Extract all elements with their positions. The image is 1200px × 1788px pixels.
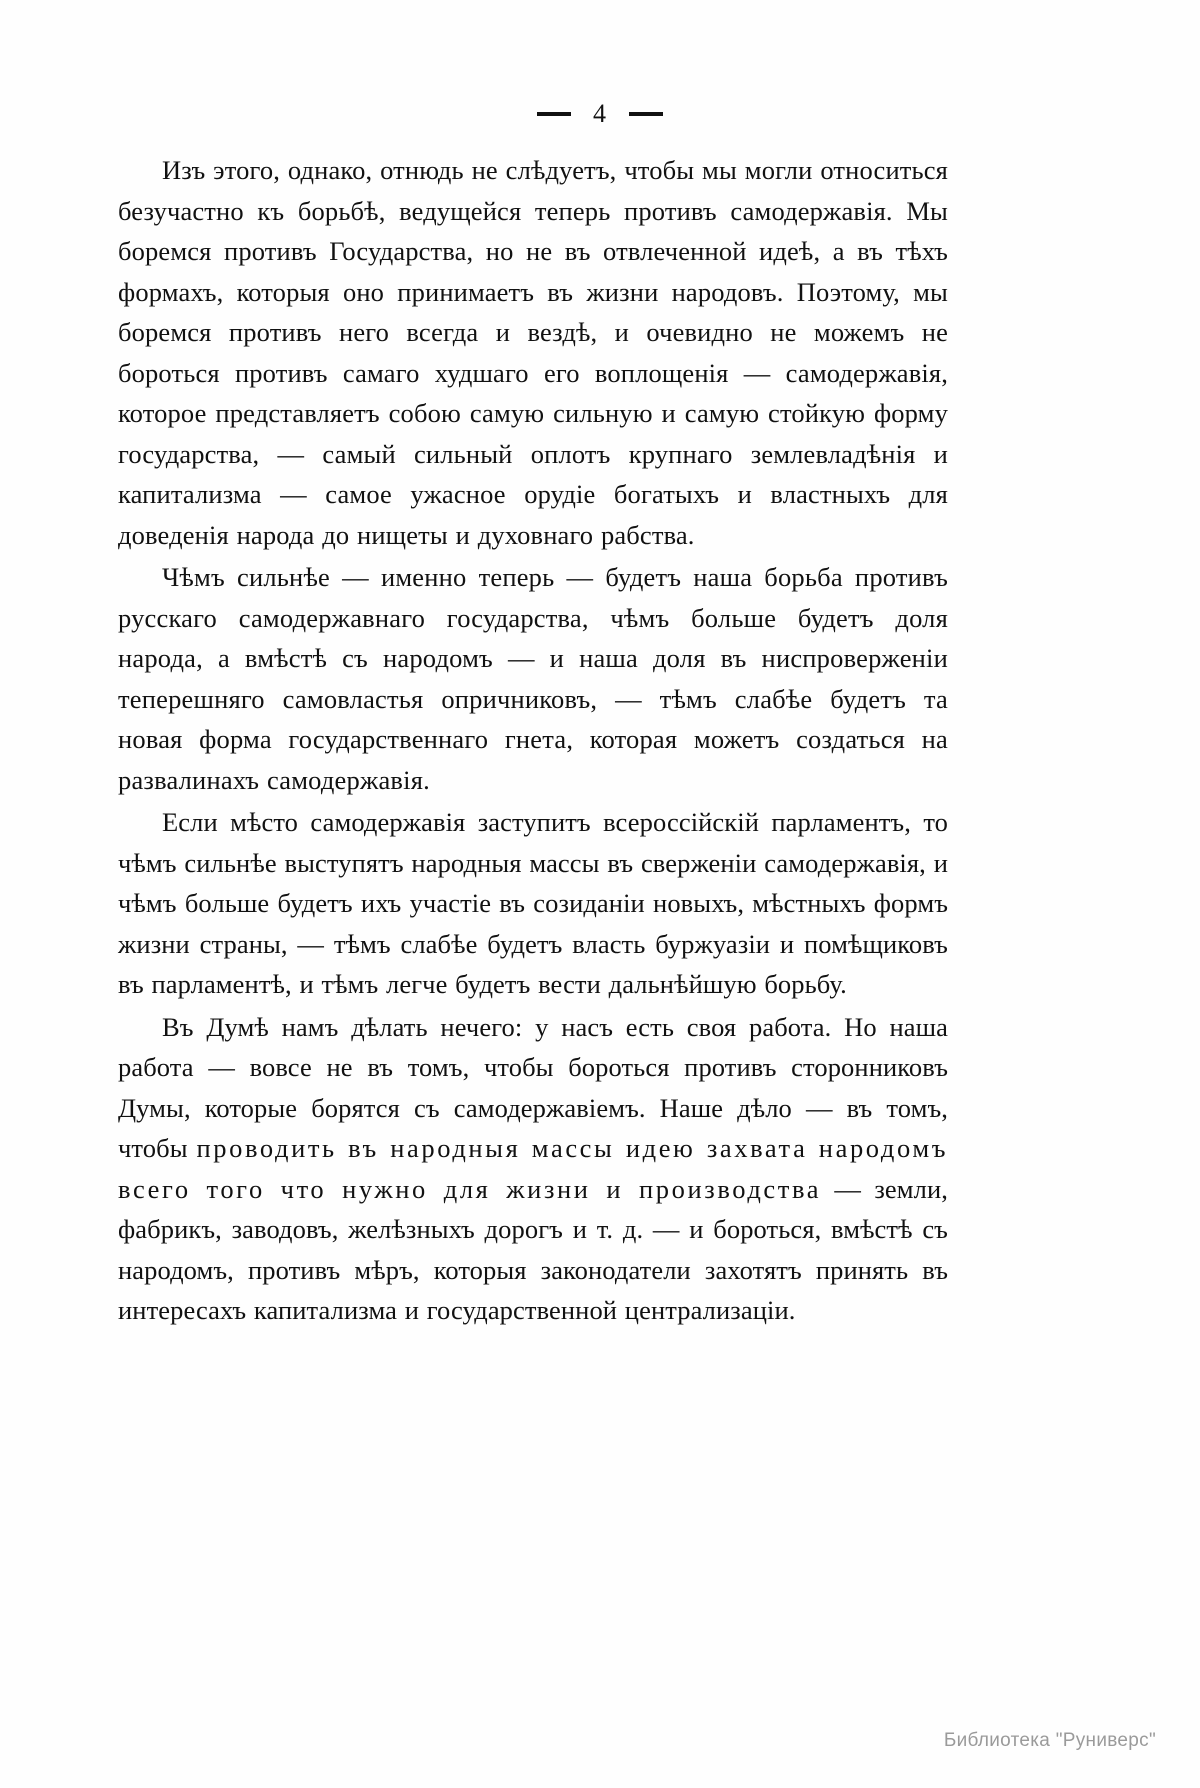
paragraph-3: Если мѣсто самодержавія заступитъ всероссійскій парламентъ, то чѣмъ сильнѣе выступятъ народныя массы въ сверженіи самодержавія, и чѣмъ больше будетъ ихъ участіе въ созиданіи новыхъ, мѣстныхъ формъ жизни страны, — тѣмъ слабѣе будетъ власть буржуазіи и помѣщиковъ въ парламентѣ, и тѣмъ легче будетъ вести дальнѣйшую борьбу. — [118, 807, 948, 999]
paragraph-4-lead: Въ Думѣ намъ дѣлать нечего: у насъ есть своя работа. Но наша работа — вовсе не въ томъ, чтобы бороться противъ сторонниковъ Думы, которые борятся съ самодержавіемъ. Наше дѣло — въ томъ, чтобы — [118, 1011, 948, 1163]
paragraph-4-tail: — земли, фабрикъ, заводовъ, желѣзныхъ дорогъ и т. д. — и бороться, вмѣстѣ съ народомъ, противъ мѣръ, которыя законодатели захотятъ принять въ интересахъ капитализма и государственной централизаціи. — [118, 1173, 948, 1325]
header-rule-left — [537, 112, 571, 116]
page-header — [0, 96, 1200, 129]
library-watermark: Библиотека "Руниверс" — [943, 1730, 1156, 1751]
paragraph-4 — [118, 1007, 948, 1331]
paragraph-4-emphasis: проводить въ народныя массы идею захвата народомъ всего того что нужно для жизни и производства — [118, 1133, 948, 1204]
page-number: 4 — [593, 98, 607, 128]
header-rule-right — [629, 112, 663, 116]
page-body — [118, 150, 948, 1333]
paragraph-1: Изъ этого, однако, отнюдь не слѣдуетъ, чтобы мы могли относиться безучастно къ борьбѣ, ведущейся теперь противъ самодержавія. Мы боремся противъ Государства, но не въ отвлеченной идеѣ, а въ тѣхъ формахъ, которыя оно принимаетъ въ жизни народовъ. Поэтому, мы боремся противъ него всегда и вездѣ, и очевидно не можемъ не бороться противъ самаго худшаго его воплощенія — самодержавія, которое представляетъ собою самую сильную и самую стойкую форму государства, — самый сильный оплотъ крупнаго землевладѣнія и капитализма — самое ужасное орудіе богатыхъ и властныхъ для доведенія народа до нищеты и духовнаго рабства. — [118, 155, 948, 550]
paragraph-2: Чѣмъ сильнѣе — именно теперь — будетъ наша борьба противъ русскаго самодержавнаго государства, чѣмъ больше будетъ доля народа, а вмѣстѣ съ народомъ — и наша доля въ ниспроверженіи теперешняго самовластья опричниковъ, — тѣмъ слабѣе будетъ та новая форма государственнаго гнета, которая можетъ создаться на развалинахъ самодержавія. — [118, 562, 948, 795]
